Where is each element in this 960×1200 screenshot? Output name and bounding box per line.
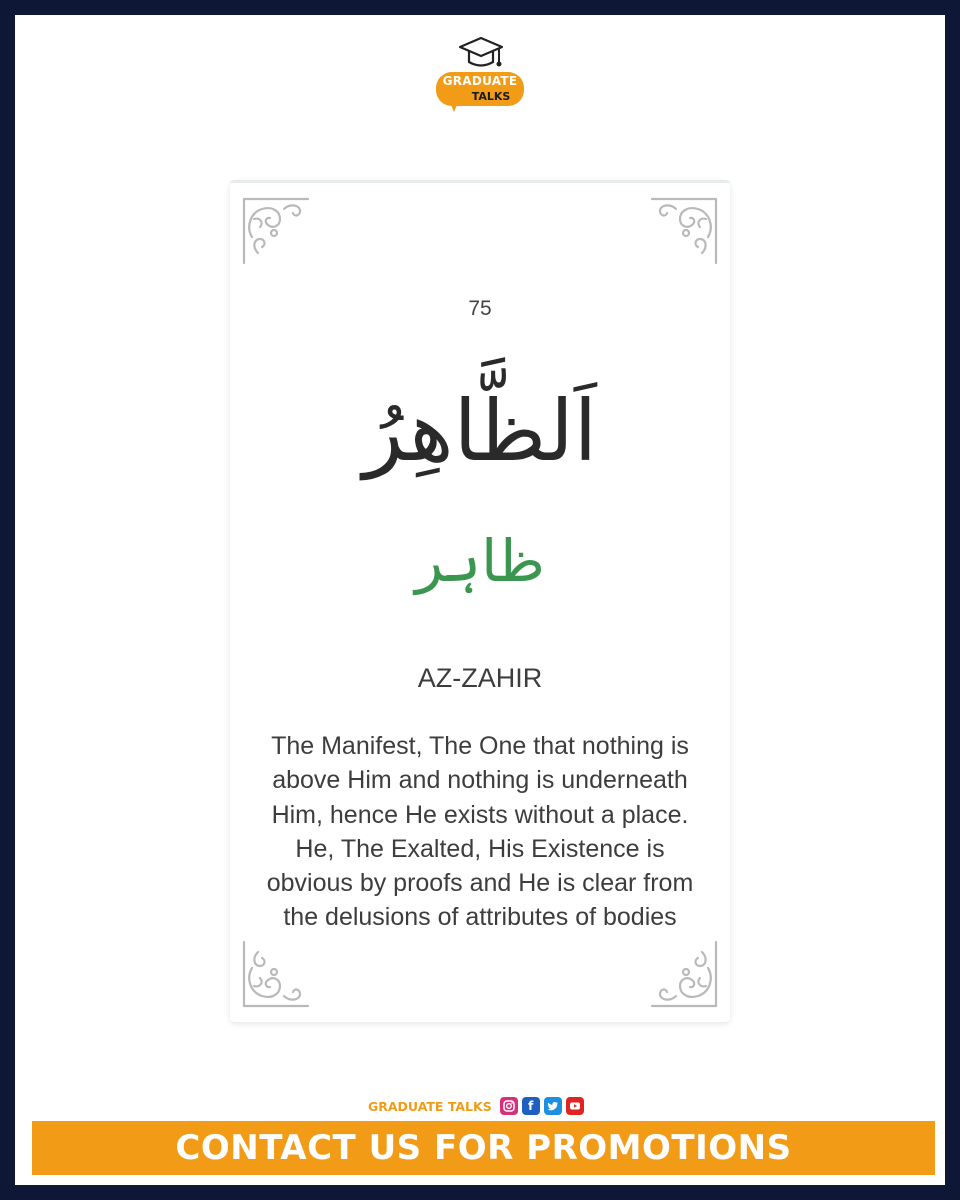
arabic-name: اَلظَّاهِرُ bbox=[362, 382, 598, 480]
ornament-corner-icon bbox=[238, 193, 318, 273]
graduate-talks-logo bbox=[436, 36, 526, 122]
facebook-icon[interactable]: f bbox=[522, 1097, 540, 1115]
youtube-icon[interactable] bbox=[566, 1097, 584, 1115]
instagram-icon[interactable] bbox=[500, 1097, 518, 1115]
name-card bbox=[230, 180, 730, 1022]
social-bar bbox=[368, 1096, 584, 1116]
promotions-banner[interactable]: CONTACT US FOR PROMOTIONS bbox=[32, 1121, 935, 1175]
transliteration: AZ-ZAHIR bbox=[417, 663, 543, 693]
urdu-name: ظاہر bbox=[415, 527, 545, 595]
name-number: 75 bbox=[468, 297, 492, 320]
ornament-corner-icon bbox=[238, 932, 318, 1012]
logo-text-talks: TALKS bbox=[471, 90, 511, 103]
logo-bubble-tail bbox=[448, 98, 460, 112]
graduation-cap-icon bbox=[458, 36, 504, 76]
footer-brand: GRADUATE TALKS bbox=[368, 1098, 492, 1114]
name-description: The Manifest, The One that nothing is above Him and nothing is underneath Him, hence He exists without a place. He, The Exalted, His Existence is obvious by proofs and He is clear from the delusions of attributes of bodies bbox=[266, 732, 694, 932]
ornament-corner-icon bbox=[642, 193, 722, 273]
twitter-icon[interactable] bbox=[544, 1097, 562, 1115]
logo-text-graduate: GRADUATE bbox=[442, 74, 518, 88]
ornament-corner-icon bbox=[642, 932, 722, 1012]
